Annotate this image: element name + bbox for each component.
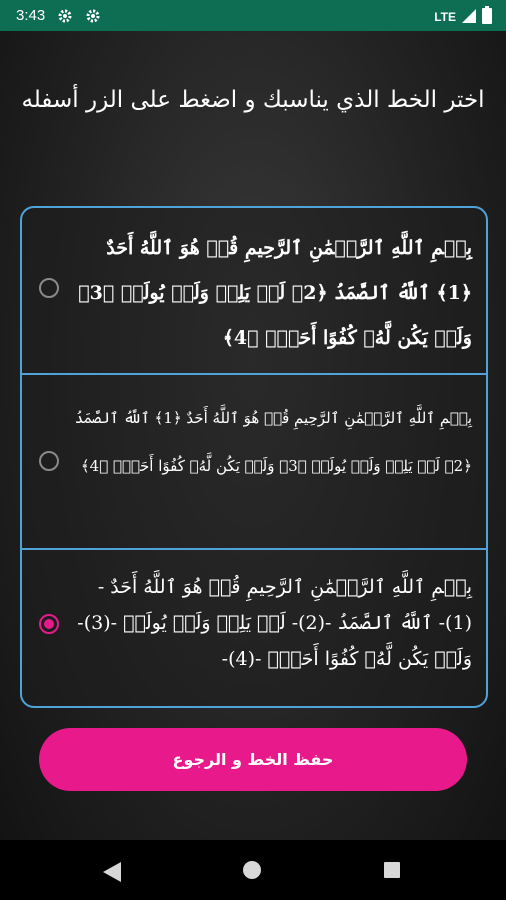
font-options-list [20, 206, 488, 708]
network-type-label: LTE [434, 10, 456, 24]
verse-preview: بِسۡمِ ٱللَّهِ ٱلرَّحۡمَٰنِ ٱلرَّحِيمِ قُلۡ هُوَ ٱللَّهُ أَحَدٌ -(1)- ٱللَّهُ ٱلصَّمَدُ -(2)- لَمۡ يَلِدۡ وَلَمۡ يُولَدۡ -(3)- وَلَمۡ يَكُن لَّهُۥ كُفُوًا أَحَدُۢ -(4)- [77, 576, 472, 670]
status-bar [0, 0, 506, 31]
instruction-text: اختر الخط الذي يناسبك و اضغط على الزر أسفله [21, 87, 485, 113]
radio-button-option-1[interactable] [39, 278, 59, 298]
radio-button-option-3[interactable] [39, 614, 59, 634]
verse-preview: بِسۡمِ ٱللَّهِ ٱلرَّحۡمَٰنِ ٱلرَّحِيمِ قُلۡ هُوَ ٱللَّهُ أَحَدٌ ﴿1﴾ ٱللَّهُ ٱلصَّمَدُ ﴿2﴾ لَمۡ يَلِدۡ وَلَمۡ يُولَدۡ ﴿3﴾ وَلَمۡ يَكُن لَّهُۥ كُفُوًا أَحَدُۢ ﴿4﴾ [74, 409, 472, 475]
battery-icon [482, 6, 492, 28]
verse-preview: بِسۡمِ ٱللَّهِ ٱلرَّحۡمَٰنِ ٱلرَّحِيمِ قُلۡ هُوَ ٱللَّهُ أَحَدٌ ﴿1﴾ ٱللَّهُ ٱلصَّمَدُ ﴿2﴾ لَمۡ يَلِدۡ وَلَمۡ يُولَدۡ ﴿3﴾ وَلَمۡ يَكُن لَّهُۥ كُفُوًا أَحَدُۢ ﴿4﴾ [78, 237, 472, 349]
status-time: 3:43 [16, 7, 46, 24]
recents-icon[interactable] [384, 862, 400, 878]
home-icon[interactable] [243, 861, 261, 879]
save-font-button[interactable]: حفظ الخط و الرجوع [39, 728, 467, 791]
radio-button-option-2[interactable] [39, 451, 59, 471]
back-icon[interactable] [103, 862, 121, 886]
font-option-2[interactable] [22, 374, 486, 549]
navigation-bar [0, 840, 506, 900]
font-option-3[interactable] [22, 549, 486, 706]
font-option-1[interactable] [22, 208, 486, 374]
gear-icon [57, 8, 73, 24]
gear-icon [85, 8, 101, 24]
signal-icon [462, 8, 476, 27]
